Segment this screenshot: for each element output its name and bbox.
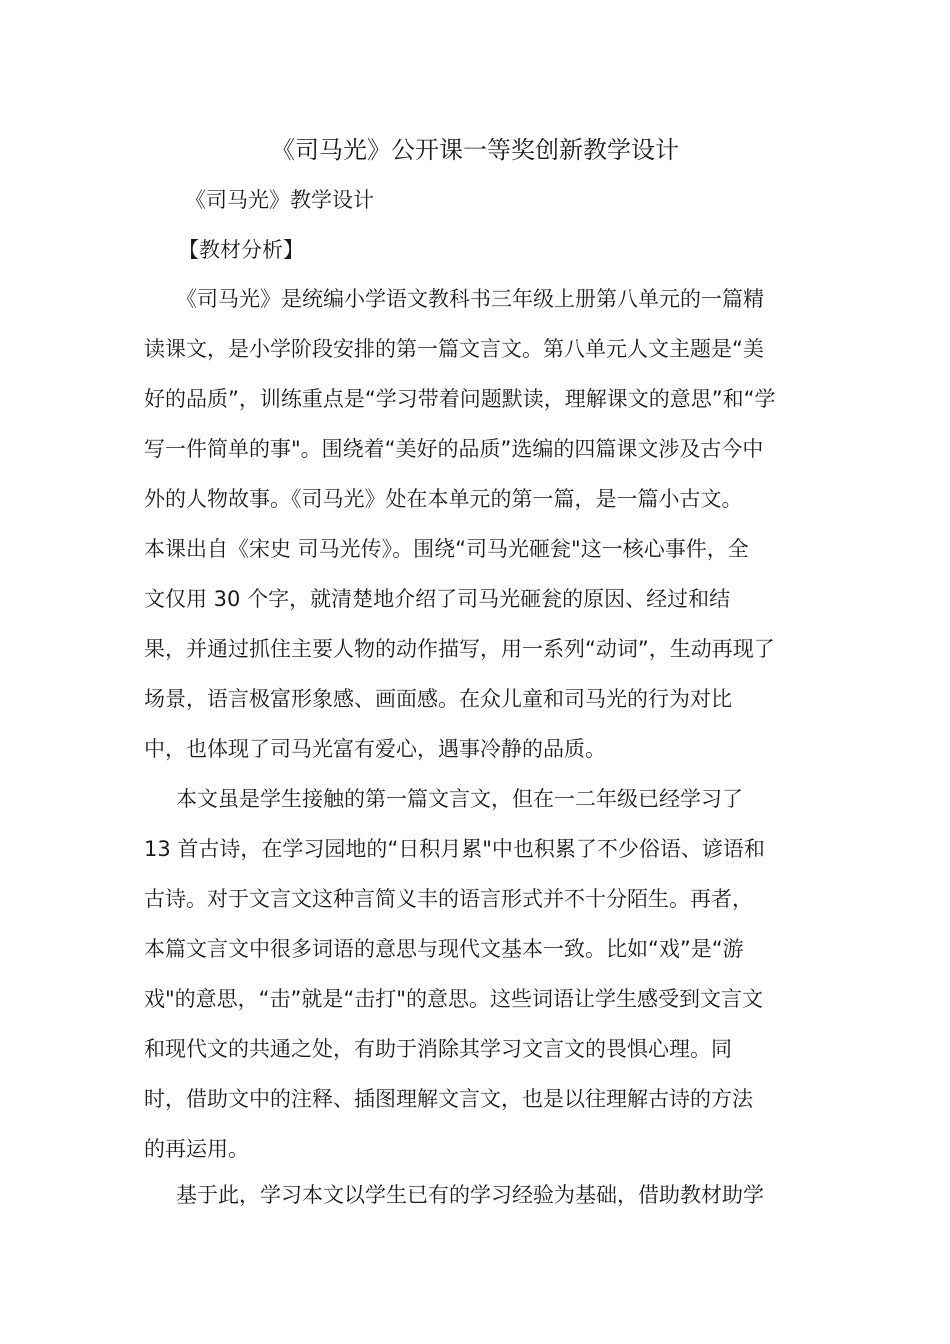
document-subtitle: 《司马光》教学设计: [185, 188, 374, 212]
text-line: 读课文，是小学阶段安排的第一篇文言文。第八单元人文主题是“美: [144, 337, 764, 361]
text-line: 本篇文言文中很多词语的意思与现代文基本一致。比如“戏”是“游: [144, 937, 744, 961]
text-line: 文仅用 30 个字，就清楚地介绍了司马光砸瓮的原因、经过和结: [144, 587, 731, 611]
text-line: 外的人物故事。《司马光》处在本单元的第一篇，是一篇小古文。: [144, 487, 743, 511]
paragraph-1: [144, 274, 814, 774]
text-line: 和现代文的共通之处，有助于消除其学习文言文的畏惧心理。同: [144, 1037, 732, 1061]
text-line: 基于此，学习本文以学生已有的学习经验为基础，借助教材助学: [176, 1183, 764, 1207]
text-line: 古诗。对于文言文这种言简义丰的语言形式并不十分陌生。再者，: [144, 887, 753, 911]
document-title: 《司马光》公开课一等奖创新教学设计: [271, 136, 679, 164]
text-line: 本课出自《宋史 司马光传》。围绕“司马光砸瓮"这一核心事件，全: [144, 537, 749, 561]
text-line: 戏"的意思，“击”就是“击打"的意思。这些词语让学生感受到文言文: [144, 987, 763, 1011]
paragraph-3: [144, 1170, 814, 1220]
text-line: 本文虽是学生接触的第一篇文言文，但在一二年级已经学习了: [176, 787, 743, 811]
text-line: 写一件简单的事"。围绕着“美好的品质”选编的四篇课文涉及古今中: [144, 437, 764, 461]
text-line: 13 首古诗，在学习园地的“日积月累"中也积累了不少俗语、谚语和: [144, 837, 765, 861]
text-line: 场景，语言极富形象感、画面感。在众儿童和司马光的行为对比: [144, 687, 732, 711]
text-line: 果，并通过抓住主要人物的动作描写，用一系列“动词”，生动再现了: [144, 637, 775, 661]
text-line: 《司马光》是统编小学语文教科书三年级上册第八单元的一篇精: [176, 287, 764, 311]
text-line: 中，也体现了司马光富有爱心，遇事冷静的品质。: [144, 737, 606, 761]
section-heading-textbook-analysis: 【教材分析】: [178, 238, 304, 262]
paragraph-2: [144, 774, 814, 1174]
text-line: 的再运用。: [144, 1137, 249, 1161]
text-line: 时，借助文中的注释、插图理解文言文，也是以往理解古诗的方法: [144, 1087, 753, 1111]
text-line: 好的品质”，训练重点是“学习带着问题默读，理解课文的意思”和“学: [144, 387, 776, 411]
